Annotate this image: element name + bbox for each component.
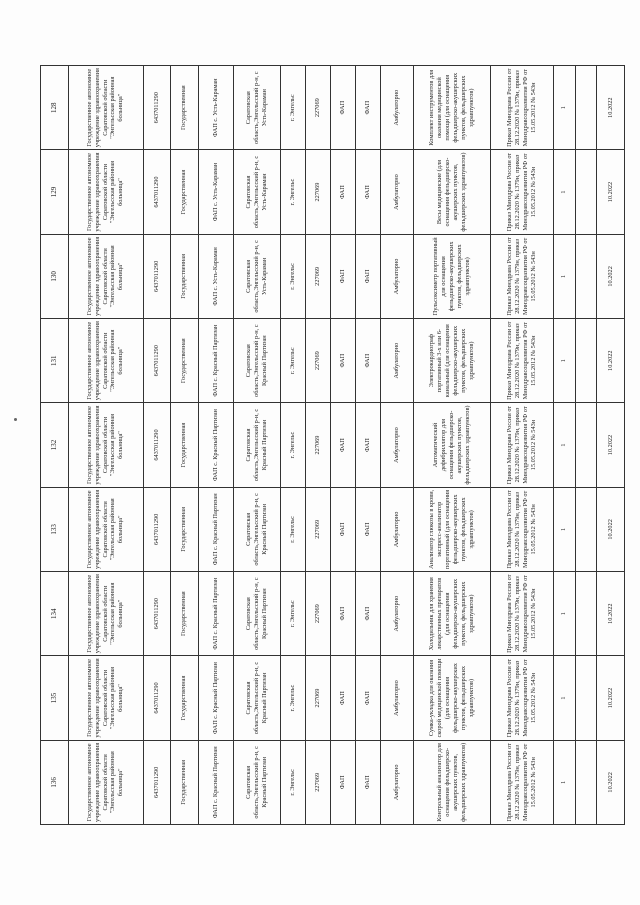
cell-ownership: Государственная [171,403,199,487]
cell-qty: 1 [553,403,576,487]
cell-qty: 1 [553,319,576,403]
cell-date: 10.2022 [597,572,625,656]
cell-code: 227069 [306,234,331,318]
cell-code: 227069 [306,150,331,234]
row-care [381,66,414,825]
cell-blank [576,487,597,571]
cell-inn: 6437011290 [143,403,171,487]
cell-equipment: Пульсоксиметр портативный для оснащения фельдшерско-акушерских пунктов, фельдшерских здравпунктов) [413,234,491,318]
row-type2 [356,66,381,825]
cell-name: ФАП с. Усть-Караман [198,150,233,234]
cell-org: Государственное автономное учреждение здравоохранения Саратовской области "Энгельсская районная больница" [68,234,143,318]
cell-type1: ФАП [331,740,356,824]
cell-name: ФАП с. Усть-Караман [198,234,233,318]
cell-type2: ФАП [356,740,381,824]
cell-order: Приказ Минздрава России от 28.12.2020 № 1379н, приказ Минздравсоцразвития РФ от 15.05.2012 № 543н [491,740,554,824]
cell-city: г. Энгельс [281,740,306,824]
cell-city: г. Энгельс [281,150,306,234]
cell-type2: ФАП [356,150,381,234]
cell-order: Приказ Минздрава России от 28.12.2020 № 1379н, приказ Минздравсоцразвития РФ от 15.05.2012 № 543н [491,572,554,656]
row-address [233,66,281,825]
cell-org: Государственное автономное учреждение здравоохранения Саратовской области "Энгельсская районная больница" [68,740,143,824]
cell-order: Приказ Минздрава России от 28.12.2020 № 1379н, приказ Минздравсоцразвития РФ от 15.05.2012 № 543н [491,319,554,403]
cell-address: Саратовская область,Энгельсский р-н, с Красный Партизан [233,656,281,740]
cell-order: Приказ Минздрава России от 28.12.2020 № 1379н, приказ Минздравсоцразвития РФ от 15.05.2012 № 543н [491,66,554,150]
cell-number: 134 [41,572,69,656]
cell-type2: ФАП [356,234,381,318]
cell-code: 227069 [306,656,331,740]
equipment-register-table [40,65,625,825]
cell-city: г. Энгельс [281,572,306,656]
cell-equipment: Автоматический дефибриллятор для оснащения фельдшерско-акушерских пунктов, фельдшерских здравпунктов) [413,403,491,487]
cell-number: 129 [41,150,69,234]
cell-name: ФАП с. Красный Партизан [198,740,233,824]
cell-blank [576,656,597,740]
cell-city: г. Энгельс [281,234,306,318]
cell-date: 10.2022 [597,740,625,824]
cell-city: г. Энгельс [281,656,306,740]
cell-city: г. Энгельс [281,319,306,403]
cell-inn: 6437011290 [143,656,171,740]
cell-name: ФАП с. Красный Партизан [198,656,233,740]
cell-name: ФАП с. Усть-Караман [198,66,233,150]
row-order [491,66,554,825]
cell-number: 133 [41,487,69,571]
cell-org: Государственное автономное учреждение здравоохранения Саратовской области "Энгельсская районная больница" [68,150,143,234]
cell-qty: 1 [553,66,576,150]
cell-inn: 6437011290 [143,487,171,571]
cell-ownership: Государственная [171,572,199,656]
cell-care: Амбулаторно [381,234,414,318]
cell-city: г. Энгельс [281,403,306,487]
cell-code: 227069 [306,487,331,571]
row-name [198,66,233,825]
cell-blank [576,572,597,656]
rotated-table-container [40,65,625,825]
cell-type2: ФАП [356,319,381,403]
cell-type2: ФАП [356,487,381,571]
cell-type1: ФАП [331,234,356,318]
table-body [41,66,625,825]
cell-date: 10.2022 [597,234,625,318]
cell-org: Государственное автономное учреждение здравоохранения Саратовской области "Энгельсская районная больница" [68,572,143,656]
cell-qty: 1 [553,572,576,656]
cell-ownership: Государственная [171,150,199,234]
cell-org: Государственное автономное учреждение здравоохранения Саратовской области "Энгельсская районная больница" [68,66,143,150]
cell-org: Государственное автономное учреждение здравоохранения Саратовской области "Энгельсская районная больница" [68,656,143,740]
cell-address: Саратовская область,Энгельсский р-н, с Красный Партизан [233,319,281,403]
cell-care: Амбулаторно [381,656,414,740]
cell-date: 10.2022 [597,150,625,234]
cell-org: Государственное автономное учреждение здравоохранения Саратовской области "Энгельсская районная больница" [68,487,143,571]
cell-name: ФАП с. Красный Партизан [198,403,233,487]
row-blank [576,66,597,825]
cell-care: Амбулаторно [381,403,414,487]
cell-blank [576,740,597,824]
cell-type1: ФАП [331,403,356,487]
cell-address: Саратовская область,Энгельсский р-н, с Красный Партизан [233,487,281,571]
table-viewport [40,65,625,825]
cell-address: Саратовская область,Энгельсский р-н, с Красный Партизан [233,740,281,824]
row-number [41,66,69,825]
cell-number: 131 [41,319,69,403]
cell-ownership: Государственная [171,656,199,740]
cell-equipment: Комплект инструментов для оказания медицинской помощи (для оснащения фельдшерско-акушерских пунктов, фельдшерских здравпунктов) [413,66,491,150]
cell-equipment: Электрокардиограф портативный 3-х или 6-канальный (для оснащения фельдшерско-акушерских пунктов, фельдшерских здравпунктов) [413,319,491,403]
cell-inn: 6437011290 [143,150,171,234]
cell-blank [576,403,597,487]
cell-order: Приказ Минздрава России от 28.12.2020 № 1379н, приказ Минздравсоцразвития РФ от 15.05.2012 № 543н [491,656,554,740]
cell-ownership: Государственная [171,487,199,571]
cell-address: Саратовская область,Энгельсский р-н, с Усть-Караман [233,234,281,318]
cell-date: 10.2022 [597,66,625,150]
row-ownership [171,66,199,825]
cell-number: 135 [41,656,69,740]
cell-inn: 6437011290 [143,319,171,403]
cell-order: Приказ Минздрава России от 28.12.2020 № 1379н, приказ Минздравсоцразвития РФ от 15.05.2012 № 543н [491,487,554,571]
cell-inn: 6437011290 [143,234,171,318]
cell-number: 128 [41,66,69,150]
cell-blank [576,150,597,234]
cell-address: Саратовская область,Энгельсский р-н, с Красный Партизан [233,572,281,656]
cell-ownership: Государственная [171,319,199,403]
cell-order: Приказ Минздрава России от 28.12.2020 № 1379н, приказ Минздравсоцразвития РФ от 15.05.2012 № 543н [491,150,554,234]
cell-date: 10.2022 [597,656,625,740]
cell-inn: 6437011290 [143,572,171,656]
cell-name: ФАП с. Красный Партизан [198,487,233,571]
cell-care: Амбулаторно [381,740,414,824]
cell-care: Амбулаторно [381,319,414,403]
cell-code: 227069 [306,740,331,824]
cell-inn: 6437011290 [143,66,171,150]
cell-type1: ФАП [331,487,356,571]
cell-name: ФАП с. Красный Партизан [198,319,233,403]
cell-equipment: Анализатор глюкозы в крови, экспресс-анализатор портативный (для оснащения фельдшерско-акушерских пунктов, фельдшерских здравпунктов) [413,487,491,571]
cell-address: Саратовская область,Энгельсский р-н, с Усть-Караман [233,150,281,234]
cell-type1: ФАП [331,150,356,234]
cell-type1: ФАП [331,656,356,740]
cell-equipment: Сумка-укладка для оказания скорой медицинской помощи (для оснащения фельдшерско-акушерских пунктов, фельдшерских здравпунктов) [413,656,491,740]
row-inn [143,66,171,825]
cell-number: 130 [41,234,69,318]
cell-org: Государственное автономное учреждение здравоохранения Саратовской области "Энгельсская районная больница" [68,319,143,403]
cell-qty: 1 [553,740,576,824]
row-type1 [331,66,356,825]
cell-care: Амбулаторно [381,66,414,150]
cell-date: 10.2022 [597,319,625,403]
cell-type1: ФАП [331,572,356,656]
cell-care: Амбулаторно [381,150,414,234]
scan-artifact-dot [14,418,17,421]
cell-qty: 1 [553,487,576,571]
cell-qty: 1 [553,656,576,740]
cell-order: Приказ Минздрава России от 28.12.2020 № 1379н, приказ Минздравсоцразвития РФ от 15.05.2012 № 543н [491,403,554,487]
cell-qty: 1 [553,234,576,318]
cell-blank [576,319,597,403]
cell-type2: ФАП [356,66,381,150]
cell-code: 227069 [306,319,331,403]
cell-city: г. Энгельс [281,487,306,571]
cell-ownership: Государственная [171,740,199,824]
cell-type2: ФАП [356,403,381,487]
row-org [68,66,143,825]
cell-order: Приказ Минздрава России от 28.12.2020 № 1379н, приказ Минздравсоцразвития РФ от 15.05.2012 № 543н [491,234,554,318]
cell-name: ФАП с. Красный Партизан [198,572,233,656]
cell-address: Саратовская область,Энгельсский р-н, с Усть-Караман [233,66,281,150]
cell-care: Амбулаторно [381,572,414,656]
cell-code: 227069 [306,403,331,487]
row-qty [553,66,576,825]
row-code [306,66,331,825]
cell-blank [576,234,597,318]
cell-ownership: Государственная [171,66,199,150]
cell-blank [576,66,597,150]
cell-qty: 1 [553,150,576,234]
row-equipment [413,66,491,825]
cell-org: Государственное автономное учреждение здравоохранения Саратовской области "Энгельсская районная больница" [68,403,143,487]
cell-number: 132 [41,403,69,487]
cell-type1: ФАП [331,66,356,150]
cell-inn: 6437011290 [143,740,171,824]
cell-address: Саратовская область,Энгельсский р-н, с Красный Партизан [233,403,281,487]
cell-type1: ФАП [331,319,356,403]
cell-equipment: Контрольный анализатор для оснащения фельдшерско-акушерских пунктов, фельдшерских здравпунктов) [413,740,491,824]
cell-code: 227069 [306,66,331,150]
cell-type2: ФАП [356,572,381,656]
row-date [597,66,625,825]
cell-date: 10.2022 [597,487,625,571]
cell-type2: ФАП [356,656,381,740]
cell-date: 10.2022 [597,403,625,487]
row-city [281,66,306,825]
cell-ownership: Государственная [171,234,199,318]
cell-city: г. Энгельс [281,66,306,150]
cell-equipment: Весы медицинские (для оснащения фельдшерско-акушерских пунктов, фельдшерских здравпунктов) [413,150,491,234]
cell-number: 136 [41,740,69,824]
cell-code: 227069 [306,572,331,656]
cell-equipment: Холодильник для хранения лекарственных препаратов (для оснащения фельдшерско-акушерских пунктов, фельдшерских здравпунктов) [413,572,491,656]
cell-care: Амбулаторно [381,487,414,571]
